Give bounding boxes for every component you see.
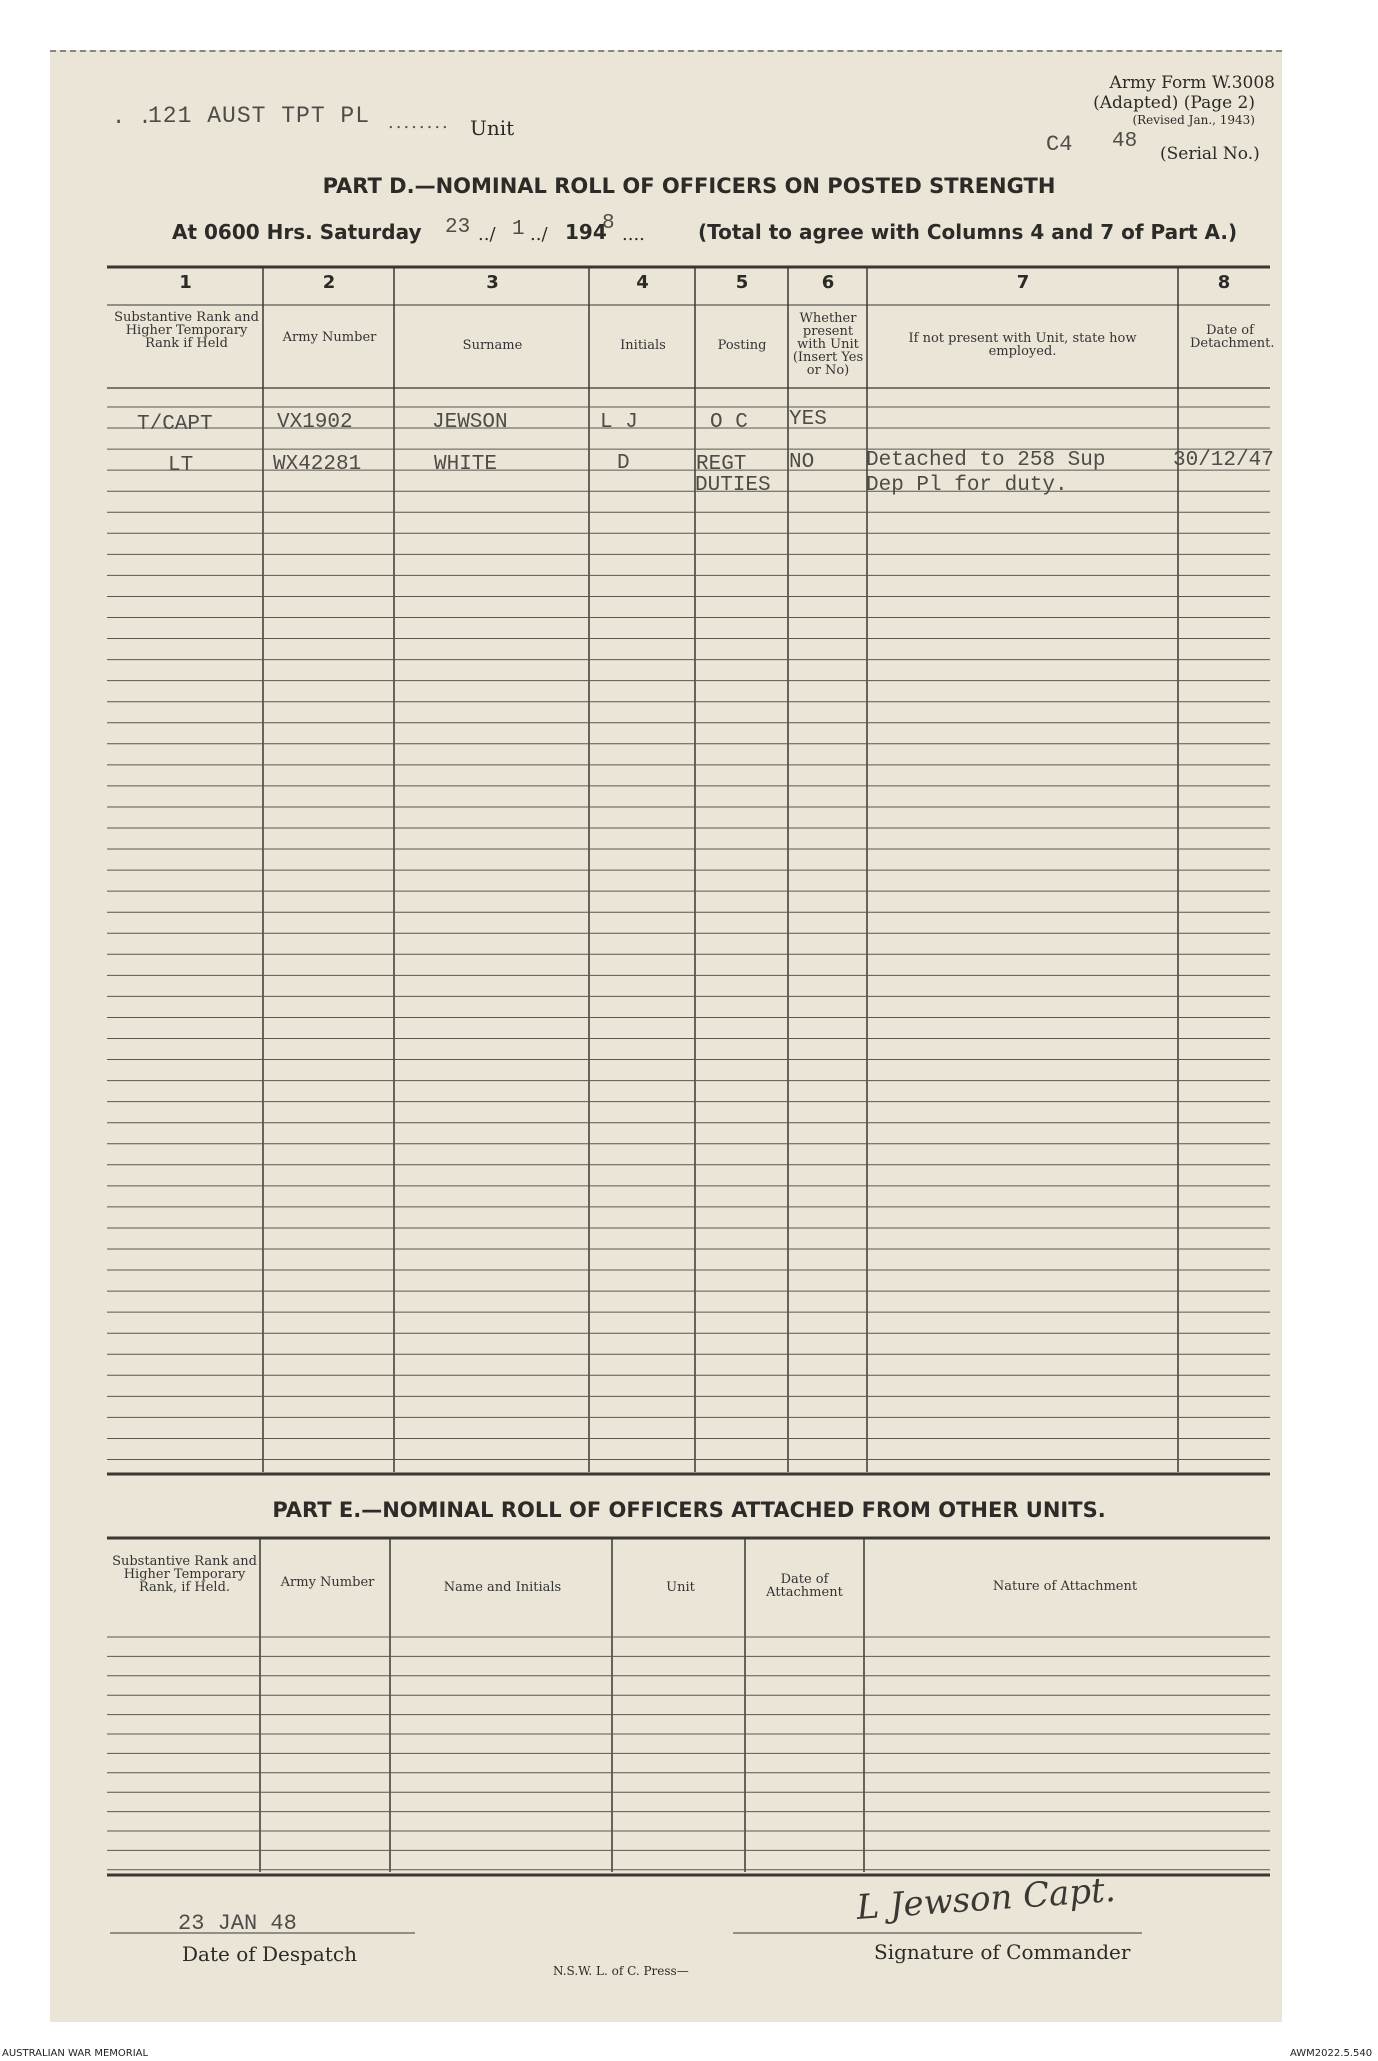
row1-posting: O C: [710, 411, 748, 434]
e-col-head-unit: Unit: [666, 1580, 695, 1595]
date-sep-2: ../: [530, 224, 548, 245]
serial-value-2: 48: [1112, 130, 1138, 153]
e-col-head-rank: Substantive Rank and Higher Temporary Rank, if Held.: [112, 1554, 257, 1595]
col-num-8: 8: [1217, 272, 1231, 293]
col-head-army-number: Army Number: [282, 330, 377, 345]
row1-rank: T/CAPT: [137, 413, 213, 436]
col-head-present: Whether present with Unit (Insert Yes or No): [792, 311, 864, 378]
unit-dots: ........: [388, 112, 450, 133]
e-col-head-date: Date of Attachment: [766, 1572, 843, 1600]
col-head-rank: Substantive Rank and Higher Temporary Rank if Held: [114, 310, 259, 351]
part-d-title: PART D.—NOMINAL ROLL OF OFFICERS ON POSTED STRENGTH: [322, 174, 1056, 198]
date-sep-1: ../: [478, 224, 496, 245]
col-num-2: 2: [322, 272, 336, 293]
despatch-label: Date of Despatch: [182, 1942, 357, 1966]
e-col-head-name: Name and Initials: [443, 1580, 562, 1595]
unit-dots-prefix: . .: [112, 105, 152, 130]
row3-employed: Dep Pl for duty.: [866, 474, 1068, 497]
row1-army-number: VX1902: [277, 411, 353, 434]
date-prefix: At 0600 Hrs. Saturday: [172, 220, 422, 244]
col-num-7: 7: [1016, 272, 1030, 293]
col-num-6: 6: [821, 272, 835, 293]
form-adapted: (Adapted) (Page 2): [1093, 93, 1255, 113]
col-head-posting: Posting: [717, 338, 767, 353]
col-head-initials: Initials: [620, 338, 666, 353]
despatch-value: 23 JAN 48: [178, 1911, 297, 1936]
date-year-suffix: 8: [602, 212, 615, 235]
serial-label: (Serial No.): [1160, 144, 1260, 164]
col-head-surname: Surname: [462, 338, 523, 353]
col-num-4: 4: [636, 272, 649, 293]
part-e-title: PART E.—NOMINAL ROLL OF OFFICERS ATTACHED FROM OTHER UNITS.: [272, 1498, 1106, 1522]
row2-initials: D: [617, 452, 630, 475]
row2-date: 30/12/47: [1173, 449, 1274, 472]
form-revised: (Revised Jan., 1943): [1132, 113, 1255, 127]
row3-posting: DUTIES: [695, 474, 771, 497]
row2-present: NO: [789, 451, 815, 474]
col-num-1: 1: [179, 272, 192, 293]
serial-value: C4: [1046, 132, 1073, 157]
unit-value: 121 AUST TPT PL: [148, 103, 371, 129]
e-col-head-nature: Nature of Attachment: [992, 1579, 1138, 1594]
row2-surname: WHITE: [434, 453, 498, 476]
row1-surname: JEWSON: [432, 411, 508, 434]
form-name: Army Form W.3008: [1109, 73, 1275, 93]
row1-initials: L J: [600, 411, 638, 434]
date-note: (Total to agree with Columns 4 and 7 of Part A.): [698, 220, 1238, 244]
col-head-date: Date of Detachment.: [1190, 323, 1275, 351]
date-year-prefix: 194: [565, 220, 607, 244]
row2-employed: Detached to 258 Sup: [866, 449, 1106, 472]
row2-rank: LT: [168, 454, 194, 477]
commander-signature: L Jewson Capt.: [855, 1870, 1117, 1928]
signature-label: Signature of Commander: [874, 1940, 1131, 1964]
row1-present: YES: [789, 408, 827, 431]
col-head-employed: If not present with Unit, state how employed.: [908, 331, 1137, 359]
archive-caption-left: AUSTRALIAN WAR MEMORIAL: [2, 2048, 149, 2059]
date-dots: ....: [622, 224, 645, 245]
date-month: 1: [512, 218, 525, 241]
row2-army-number: WX42281: [273, 453, 362, 476]
row2-posting: REGT: [696, 453, 747, 476]
col-num-5: 5: [735, 272, 749, 293]
col-num-3: 3: [486, 272, 499, 293]
printer-mark: N.S.W. L. of C. Press—: [553, 1964, 689, 1978]
archive-caption-right: AWM2022.5.540: [1290, 2048, 1373, 2059]
date-day: 23: [445, 216, 471, 239]
e-col-head-army-number: Army Number: [280, 1575, 375, 1590]
unit-label: Unit: [470, 116, 515, 140]
